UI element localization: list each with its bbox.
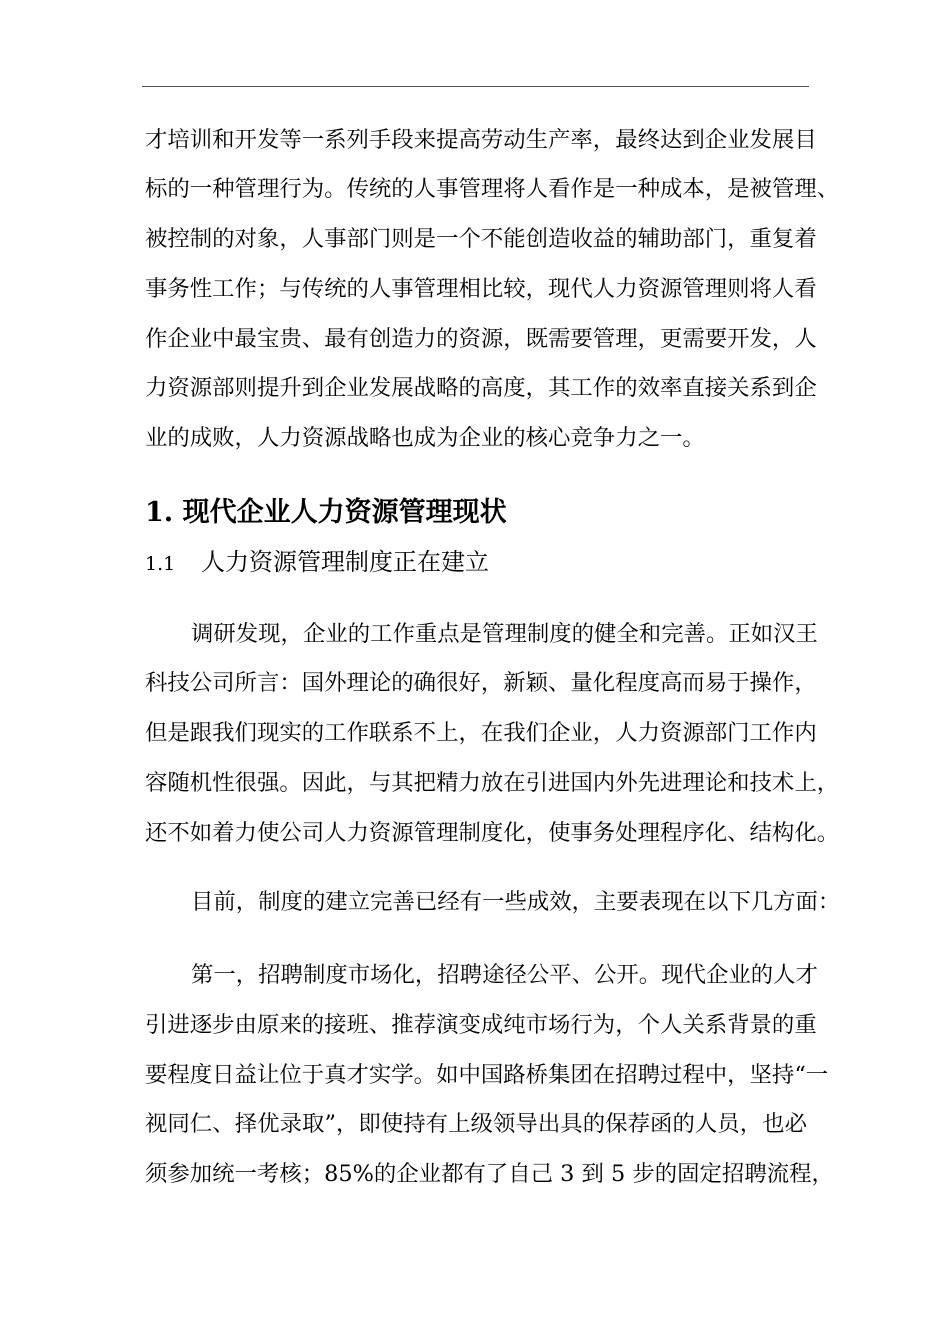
subsection-title: 人力资源管理制度正在建立 bbox=[201, 548, 489, 576]
intro-line: 力资源部则提升到企业发展战略的高度，其工作的效率直接关系到企 bbox=[145, 375, 817, 401]
paragraph-line: 容随机性很强。因此，与其把精力放在引进国内外先进理论和技术上， bbox=[145, 770, 840, 796]
header-rule bbox=[142, 86, 809, 87]
paragraph-line: 目前，制度的建立完善已经有一些成效，主要表现在以下几方面： bbox=[191, 889, 841, 915]
paragraph-line: 要程度日益让位于真才实学。如中国路桥集团在招聘过程中，坚持“一 bbox=[145, 1062, 829, 1088]
intro-line: 标的一种管理行为。传统的人事管理将人看作是一种成本，是被管理、 bbox=[145, 176, 840, 202]
paragraph-line: 但是跟我们现实的工作联系不上，在我们企业，人力资源部门工作内 bbox=[145, 720, 817, 746]
paragraph-line: 第一，招聘制度市场化，招聘途径公平、公开。现代企业的人才 bbox=[191, 962, 818, 988]
intro-line: 作企业中最宝贵、最有创造力的资源，既需要管理，更需要开发，人 bbox=[145, 326, 817, 352]
paragraph-line: 视同仁、择优录取”，即使持有上级领导出具的保荐函的人员，也必 bbox=[145, 1111, 807, 1137]
intro-line: 才培训和开发等一系列手段来提高劳动生产率，最终达到企业发展目 bbox=[145, 127, 817, 153]
intro-line: 被控制的对象，人事部门则是一个不能创造收益的辅助部门，重复着 bbox=[145, 226, 817, 252]
paragraph-line: 科技公司所言：国外理论的确很好，新颖、量化程度高而易于操作， bbox=[145, 670, 817, 696]
intro-line: 业的成败，人力资源战略也成为企业的核心竞争力之一。 bbox=[145, 425, 705, 451]
paragraph-line: 还不如着力使公司人力资源管理制度化，使事务处理程序化、结构化。 bbox=[145, 820, 840, 846]
intro-line: 事务性工作；与传统的人事管理相比较，现代人力资源管理则将人看 bbox=[145, 276, 817, 302]
section-heading: 1. 现代企业人力资源管理现状 bbox=[145, 497, 507, 528]
subsection-number: 1.1 bbox=[145, 553, 176, 575]
paragraph-line: 引进逐步由原来的接班、推荐演变成纯市场行为，个人关系背景的重 bbox=[145, 1012, 817, 1038]
paragraph-line: 须参加统一考核；85%的企业都有了自己 3 到 5 步的固定招聘流程， bbox=[145, 1161, 834, 1187]
subsection-heading bbox=[145, 546, 489, 580]
paragraph-line: 调研发现，企业的工作重点是管理制度的健全和完善。正如汉王 bbox=[191, 621, 818, 647]
